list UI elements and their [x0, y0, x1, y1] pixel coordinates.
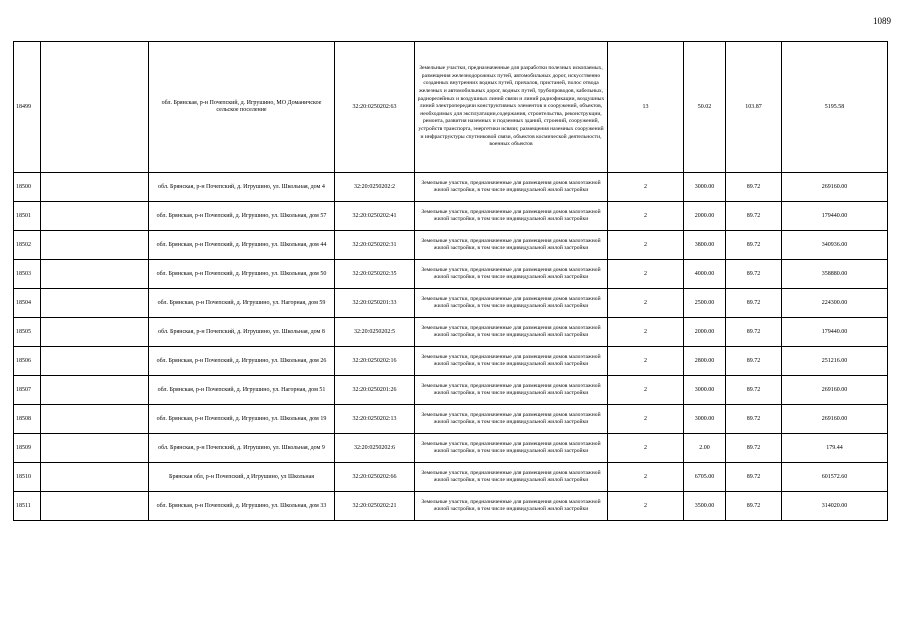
rate-cell: 103.87 — [726, 42, 782, 173]
cadastral-number-cell: 32:20:0250202:31 — [335, 231, 415, 260]
category-cell: 2 — [608, 289, 684, 318]
address-cell: обл. Брянская, р-н Почепский, д. Игрушино, ул. Школьная, дом 26 — [149, 347, 335, 376]
category-cell: 2 — [608, 434, 684, 463]
address-cell: обл. Брянская, р-н Почепский, д. Игрушино, ул. Школьная, дом 44 — [149, 231, 335, 260]
land-use-cell: Земельные участки, предназначенные для размещения домов малоэтажной жилой застройки, в том числе индивидуальной жилой застройки — [415, 289, 608, 318]
rate-cell: 89.72 — [726, 463, 782, 492]
table-row — [14, 202, 888, 231]
table-row — [14, 492, 888, 521]
table-body — [14, 42, 888, 521]
cadastral-cost-cell: 269160.00 — [782, 405, 888, 434]
land-use-cell: Земельные участки, предназначенные для размещения домов малоэтажной жилой застройки, в том числе индивидуальной жилой застройки — [415, 202, 608, 231]
rate-cell: 89.72 — [726, 289, 782, 318]
spacer-cell — [41, 318, 149, 347]
area-cell: 3800.00 — [684, 231, 726, 260]
land-use-cell: Земельные участки, предназначенные для размещения домов малоэтажной жилой застройки, в том числе индивидуальной жилой застройки — [415, 376, 608, 405]
spacer-cell — [41, 173, 149, 202]
category-cell: 2 — [608, 347, 684, 376]
spacer-cell — [41, 492, 149, 521]
table-row — [14, 318, 888, 347]
cadastral-number-cell: 32:20:0250202:5 — [335, 318, 415, 347]
area-cell: 2.00 — [684, 434, 726, 463]
row-number-cell: 18506 — [14, 347, 41, 376]
cadastral-cost-cell: 179440.00 — [782, 202, 888, 231]
land-use-cell: Земельные участки, предназначенные для размещения домов малоэтажной жилой застройки, в том числе индивидуальной жилой застройки — [415, 231, 608, 260]
land-use-cell: Земельные участки, предназначенные для размещения домов малоэтажной жилой застройки, в том числе индивидуальной жилой застройки — [415, 434, 608, 463]
row-number-cell: 18510 — [14, 463, 41, 492]
cadastral-number-cell: 32:20:0250202:35 — [335, 260, 415, 289]
rate-cell: 89.72 — [726, 376, 782, 405]
area-cell: 2800.00 — [684, 347, 726, 376]
row-number-cell: 18509 — [14, 434, 41, 463]
land-use-cell: Земельные участки, предназначенные для размещения домов малоэтажной жилой застройки, в том числе индивидуальной жилой застройки — [415, 173, 608, 202]
cadastral-number-cell: 32:20:0250202:6 — [335, 434, 415, 463]
spacer-cell — [41, 405, 149, 434]
category-cell: 2 — [608, 405, 684, 434]
address-cell: обл. Брянская, р-н Почепский, д. Игрушино, ул. Школьная, дом 57 — [149, 202, 335, 231]
row-number-cell: 18500 — [14, 173, 41, 202]
cadastral-cost-cell: 251216.00 — [782, 347, 888, 376]
cadastral-cost-cell: 314020.00 — [782, 492, 888, 521]
spacer-cell — [41, 260, 149, 289]
table-row — [14, 231, 888, 260]
area-cell: 50.02 — [684, 42, 726, 173]
cadastral-cost-cell: 340936.00 — [782, 231, 888, 260]
category-cell: 2 — [608, 173, 684, 202]
rate-cell: 89.72 — [726, 347, 782, 376]
table-row — [14, 260, 888, 289]
rate-cell: 89.72 — [726, 405, 782, 434]
area-cell: 3000.00 — [684, 376, 726, 405]
cadastral-cost-cell: 179.44 — [782, 434, 888, 463]
rate-cell: 89.72 — [726, 260, 782, 289]
cadastral-cost-cell: 269160.00 — [782, 173, 888, 202]
category-cell: 2 — [608, 260, 684, 289]
table-row — [14, 376, 888, 405]
land-use-cell: Земельные участки, предназначенные для размещения домов малоэтажной жилой застройки, в том числе индивидуальной жилой застройки — [415, 347, 608, 376]
cadastral-cost-cell: 269160.00 — [782, 376, 888, 405]
rate-cell: 89.72 — [726, 492, 782, 521]
address-cell: обл. Брянская, р-н Почепский, д. Игрушино, ул. Школьная, дом 4 — [149, 173, 335, 202]
spacer-cell — [41, 42, 149, 173]
rate-cell: 89.72 — [726, 434, 782, 463]
rate-cell: 89.72 — [726, 202, 782, 231]
spacer-cell — [41, 463, 149, 492]
area-cell: 3000.00 — [684, 405, 726, 434]
category-cell: 2 — [608, 492, 684, 521]
table-row — [14, 347, 888, 376]
category-cell: 2 — [608, 376, 684, 405]
cadastral-number-cell: 32:20:0250202:13 — [335, 405, 415, 434]
table-row — [14, 463, 888, 492]
category-cell: 2 — [608, 202, 684, 231]
row-number-cell: 18503 — [14, 260, 41, 289]
row-number-cell: 18511 — [14, 492, 41, 521]
cadastral-cost-cell: 5195.58 — [782, 42, 888, 173]
cadastral-number-cell: 32:20:0250202:2 — [335, 173, 415, 202]
registry-table — [13, 41, 888, 521]
row-number-cell: 18505 — [14, 318, 41, 347]
cadastral-number-cell: 32:20:0250201:26 — [335, 376, 415, 405]
page-number: 1089 — [873, 16, 891, 26]
spacer-cell — [41, 347, 149, 376]
address-cell: обл. Брянская, р-н Почепский, д. Игрушино, ул. Школьная, дом 9 — [149, 434, 335, 463]
row-number-cell: 18508 — [14, 405, 41, 434]
address-cell: обл. Брянская, р-н Почепский, д. Игрушино, ул. Школьная, дом 8 — [149, 318, 335, 347]
area-cell: 4000.00 — [684, 260, 726, 289]
address-cell: обл. Брянская, р-н Почепский, д. Игрушино, ул. Школьная, дом 33 — [149, 492, 335, 521]
row-number-cell: 18501 — [14, 202, 41, 231]
area-cell: 2000.00 — [684, 318, 726, 347]
row-number-cell: 18499 — [14, 42, 41, 173]
cadastral-cost-cell: 179440.00 — [782, 318, 888, 347]
address-cell: Брянская обл, р-н Почепский, д Игрушино, ул Школьная — [149, 463, 335, 492]
land-use-cell: Земельные участки, предназначенные для размещения домов малоэтажной жилой застройки, в том числе индивидуальной жилой застройки — [415, 463, 608, 492]
cadastral-number-cell: 32:20:0250202:21 — [335, 492, 415, 521]
spacer-cell — [41, 376, 149, 405]
land-use-cell: Земельные участки, предназначенные для размещения домов малоэтажной жилой застройки, в том числе индивидуальной жилой застройки — [415, 318, 608, 347]
rate-cell: 89.72 — [726, 318, 782, 347]
cadastral-cost-cell: 358880.00 — [782, 260, 888, 289]
land-use-cell: Земельные участки, предназначенные для разработки полезных ископаемых, размещения железнодорожных путей, автомобильных дорог, искусственно созданных внутренних водных путей, причалов, пристаней, полос отвода железных и автомобильных дорог, водных путей, трубопроводов, кабельных, радиорелейных и воздушных линий связи и линий радиофикации, воздушных линий электропередачи конструктивных элементов и сооружений, объектов, необходимых для эксплуатации,содержания, строительства, реконструкции, ремонта, развития наземных и подземных зданий, строений, сооружений, устройств транспорта, энергетики исвязи; размещения наземных сооружений и инфраструктуры спутниковой связи, объектов космической деятельности, военных объектов — [415, 42, 608, 173]
rate-cell: 89.72 — [726, 173, 782, 202]
category-cell: 2 — [608, 231, 684, 260]
cadastral-number-cell: 32:20:0250202:16 — [335, 347, 415, 376]
table-row — [14, 42, 888, 173]
spacer-cell — [41, 289, 149, 318]
spacer-cell — [41, 434, 149, 463]
category-cell: 13 — [608, 42, 684, 173]
land-use-cell: Земельные участки, предназначенные для размещения домов малоэтажной жилой застройки, в том числе индивидуальной жилой застройки — [415, 260, 608, 289]
table-row — [14, 173, 888, 202]
area-cell: 6705.00 — [684, 463, 726, 492]
category-cell: 2 — [608, 318, 684, 347]
address-cell: обл. Брянская, р-н Почепский, д. Игрушино, ул. Школьная, дом 19 — [149, 405, 335, 434]
address-cell: обл. Брянская, р-н Почепский, д. Игрушино, ул. Нагорная, дом 59 — [149, 289, 335, 318]
cadastral-number-cell: 32:20:0250202:41 — [335, 202, 415, 231]
table-row — [14, 405, 888, 434]
spacer-cell — [41, 231, 149, 260]
address-cell: обл. Брянская, р-н Почепский, д. Игрушино, ул. Нагорная, дом 51 — [149, 376, 335, 405]
rate-cell: 89.72 — [726, 231, 782, 260]
area-cell: 3500.00 — [684, 492, 726, 521]
row-number-cell: 18502 — [14, 231, 41, 260]
table-row — [14, 434, 888, 463]
cadastral-number-cell: 32:20:0250201:33 — [335, 289, 415, 318]
address-cell: обл. Брянская, р-н Почепский, д. Игрушино, ул. Школьная, дом 50 — [149, 260, 335, 289]
cadastral-cost-cell: 601572.60 — [782, 463, 888, 492]
land-use-cell: Земельные участки, предназначенные для размещения домов малоэтажной жилой застройки, в том числе индивидуальной жилой застройки — [415, 492, 608, 521]
area-cell: 2500.00 — [684, 289, 726, 318]
cadastral-number-cell: 32:20:0250202:66 — [335, 463, 415, 492]
table-row — [14, 289, 888, 318]
row-number-cell: 18507 — [14, 376, 41, 405]
area-cell: 3000.00 — [684, 173, 726, 202]
spacer-cell — [41, 202, 149, 231]
address-cell: обл. Брянская, р-н Почепский, д. Игрушино, МО Доманичское сельское поселение — [149, 42, 335, 173]
land-use-cell: Земельные участки, предназначенные для размещения домов малоэтажной жилой застройки, в том числе индивидуальной жилой застройки — [415, 405, 608, 434]
row-number-cell: 18504 — [14, 289, 41, 318]
cadastral-cost-cell: 224300.00 — [782, 289, 888, 318]
cadastral-number-cell: 32:20:0250202:63 — [335, 42, 415, 173]
category-cell: 2 — [608, 463, 684, 492]
area-cell: 2000.00 — [684, 202, 726, 231]
